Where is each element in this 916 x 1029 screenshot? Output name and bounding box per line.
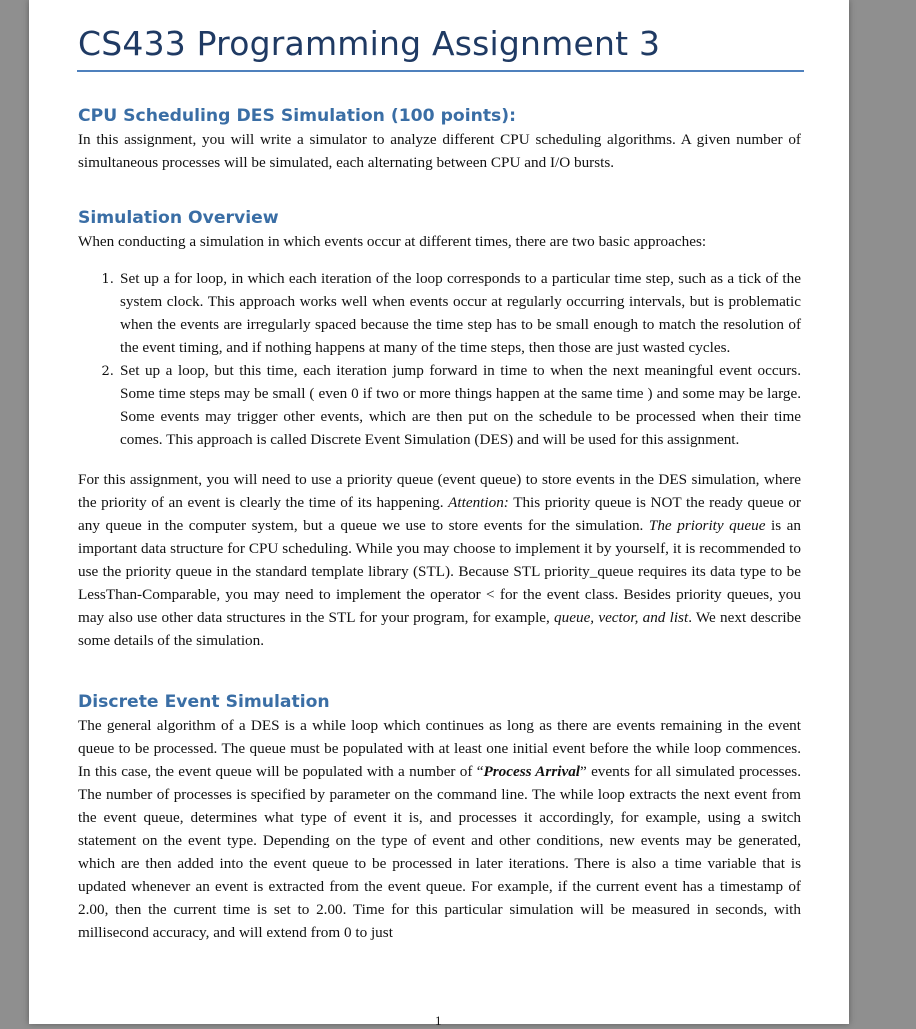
des-paragraph xyxy=(78,714,801,944)
text-run: ” events for all simulated processes. The number of processes is specified by parameter on the command line. The while loop extracts the next event from the event queue, determines what type of event it is, and processes it accordingly, for example, using a switch statement on the event type. Depending on the type of event and other conditions, new events may be generated, which are then added into the event queue to be processed in later iterations. There is also a time variable that is updated whenever an event is extracted from the event queue. For example, if the current event has a timestamp of 2.00, then the current time is set to 2.00. Time for this particular simulation will be measured in seconds, with millisecond accuracy, and will extend from 0 to just xyxy=(78,763,801,941)
list-item: 1. Set up a for loop, in which each iteration of the loop corresponds to a particular time step, such as a tick of the system clock. This approach works well when events occur at regularly occurring intervals, but is problematic when the events are irregularly spaced because the time step has to be small enough to match the resolution of the event timing, and if nothing happens at many of the time steps, then those are just wasted cycles. xyxy=(118,267,801,359)
text-run: This priority queue is NOT the ready queue or any queue in the computer system, but a queue we use to store events for the simulation. xyxy=(78,494,801,534)
document-page xyxy=(29,0,849,1028)
attention-label: Attention: xyxy=(448,494,509,511)
priority-queue-paragraph xyxy=(78,468,801,652)
emphasis-process-arrival: Process Arrival xyxy=(483,763,581,780)
text-run: is an important data structure for CPU scheduling. While you may choose to implement it by yourself, it is recommended to use the priority queue in the standard template library (STL). Because STL priority_queue requires its data type to be LessThan-Comparable, you may need to implement the operator < for the event class. Besides priority queues, you may also use other data structures in the STL for your program, for example, xyxy=(78,517,801,626)
document-title: CS433 Programming Assignment 3 xyxy=(78,24,661,63)
page-number: 1 xyxy=(435,1013,442,1028)
section-heading-discrete-event-simulation: Discrete Event Simulation xyxy=(78,692,330,712)
emphasis-stl-structures: queue, vector, and list xyxy=(554,609,689,626)
text-run: The general algorithm of a DES is a while loop which continues as long as there are events remaining in the event queue to be processed. The queue must be populated with at least one initial event before the while loop commences. In this case, the event queue will be populated with a number of “ xyxy=(78,717,801,780)
section-heading-simulation-overview: Simulation Overview xyxy=(78,208,279,228)
text-run: For this assignment, you will need to use a priority queue (event queue) to store events in the DES simulation, where the priority of an event is clearly the time of its happening. xyxy=(78,471,801,511)
document-body xyxy=(78,100,801,944)
title-underline xyxy=(77,70,804,72)
section-heading-cpu-scheduling: CPU Scheduling DES Simulation (100 points): xyxy=(78,106,516,126)
list-item: 2. Set up a loop, but this time, each iteration jump forward in time to when the next meaningful event occurs. Some time steps may be small ( even 0 if two or more things happen at the same time ) and some may be large. Some events may trigger other events, which are then put on the schedule to be processed when their time comes. This approach is called Discrete Event Simulation (DES) and will be used for this assignment. xyxy=(118,359,801,451)
emphasis-priority-queue: The priority queue xyxy=(648,517,766,534)
text-run: . We next describe some details of the simulation. xyxy=(78,609,801,649)
approaches-list xyxy=(78,267,801,451)
section-paragraph-intro: In this assignment, you will write a simulator to analyze different CPU scheduling algorithms. A given number of simultaneous processes will be simulated, each alternating between CPU and I/O bursts. xyxy=(78,131,801,171)
overview-intro-paragraph: When conducting a simulation in which events occur at different times, there are two basic approaches: xyxy=(78,233,707,250)
